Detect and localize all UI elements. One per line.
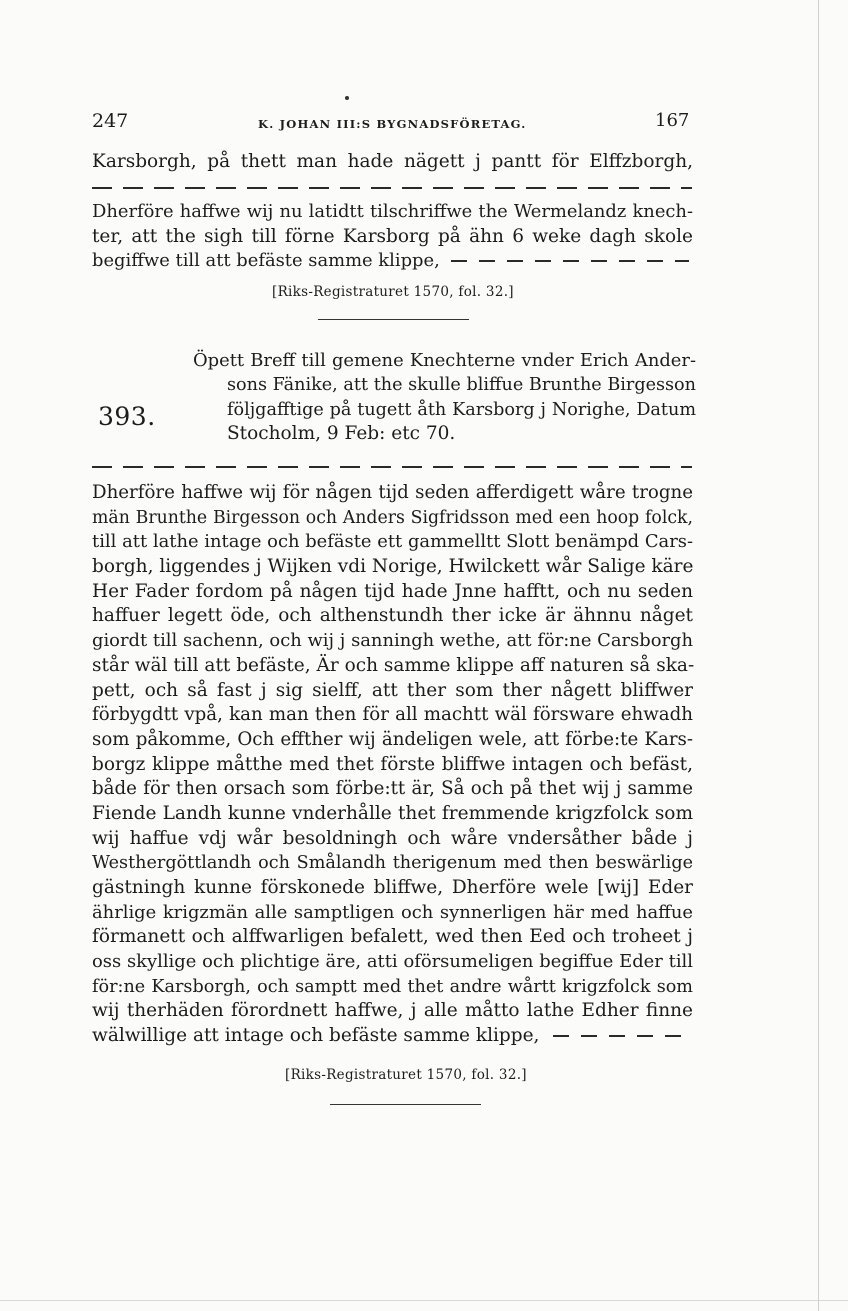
body-line: wij haffue vdj wår besoldningh och wåre vndersåther både j bbox=[92, 827, 693, 849]
summary-line: sons Fänike, att the skulle bliffue Brunthe Birgesson bbox=[227, 375, 696, 396]
body-line: förmanett och alffwarligen befalett, wed then Eed och troheet j bbox=[92, 926, 693, 948]
trailing-dashes bbox=[451, 260, 689, 262]
summary-line: följgafftige på tugett åth Karsborg j Norighe, Datum bbox=[227, 399, 696, 420]
body-line: som påkomme, Och effther wij ändeligen wele, att förbe:te Kars- bbox=[92, 728, 693, 750]
body-line: Fiende Landh kunne vnderhålle thet fremmende krigzfolck som bbox=[92, 802, 693, 824]
section-divider bbox=[330, 1104, 481, 1105]
body-line: wij therhäden förordnett haffwe, j alle måtto lathe Edher finne bbox=[92, 1000, 693, 1022]
body-line: både för then orsach som förbe:tt är, Så och på thet wij j samme bbox=[92, 778, 693, 800]
left-page-number: 247 bbox=[92, 110, 129, 132]
body-line: till att lathe intage och befäste ett gammelltt Slott benämpd Cars- bbox=[92, 531, 693, 553]
source-reference: [Riks-Registraturet 1570, fol. 32.] bbox=[285, 1067, 527, 1083]
dash-separator bbox=[92, 187, 692, 189]
previous-section-opening bbox=[92, 150, 693, 175]
body-line-closing bbox=[92, 1024, 693, 1049]
body-line: Her Fader fordom på någen tijd hade Jnne hafftt, och nu seden bbox=[92, 580, 693, 602]
text-line-closing bbox=[92, 249, 693, 274]
entry-summary bbox=[193, 349, 696, 446]
summary-line: Stocholm, 9 Feb: etc 70. bbox=[227, 422, 456, 444]
body-line: borgh, liggendes j Wijken vdi Norige, Hwilckett wår Salige käre bbox=[92, 556, 694, 578]
body-line: för:ne Karsborgh, och samptt med thet andre wårtt krigzfolck som bbox=[92, 976, 693, 997]
closing-text: wälwillige att intage och befäste samme klippe, bbox=[92, 1025, 540, 1047]
body-line: män Brunthe Birgesson och Anders Sigfridsson med een hoop folck, bbox=[92, 507, 693, 528]
entry-body bbox=[92, 481, 693, 1049]
body-line: pett, och så fast j sig sielff, att ther som ther någett bliffwer bbox=[92, 679, 693, 701]
body-line: Dherföre haffwe wij för någen tijd seden afferdigett wåre trogne bbox=[92, 482, 693, 503]
running-title: K. JOHAN III:S BYGNADSFÖRETAG. bbox=[258, 117, 527, 131]
text-line: Karsborgh, på thett man hade nägett j pantt för Elffzborgh, bbox=[92, 151, 693, 172]
source-reference: [Riks-Registraturet 1570, fol. 32.] bbox=[272, 284, 514, 300]
text-line: ter, att the sigh till förne Karsborg på ähn 6 weke dagh skole bbox=[92, 225, 693, 247]
body-line: förbygdtt vpå, kan man then för all machtt wäl försware ehwadh bbox=[92, 704, 693, 726]
page-bottom-edge bbox=[0, 1300, 848, 1301]
body-line: står wäl till att befäste, Är och samme klippe aff naturen så ska- bbox=[92, 654, 695, 676]
trailing-dashes bbox=[553, 1035, 693, 1037]
section-divider bbox=[318, 319, 469, 320]
body-line: borgz klippe måtthe med thet förste bliffwe intagen och befäst, bbox=[92, 753, 693, 775]
body-line: gästningh kunne förskonede bliffwe, Dherföre wele [wij] Eder bbox=[92, 877, 693, 898]
body-line: oss skyllige och plichtige äre, atti oförsumeligen begiffue Eder till bbox=[92, 951, 693, 973]
body-line: ährlige krigzmän alle samptligen och synnerligen här med haffue bbox=[92, 901, 693, 923]
previous-section-body bbox=[92, 200, 693, 274]
body-line: Westhergöttlandh och Smålandh therigenum med then beswärlige bbox=[92, 853, 693, 874]
right-page-number: 167 bbox=[655, 110, 690, 131]
closing-text: begiffwe till att befäste samme klippe, bbox=[92, 250, 440, 272]
summary-line: Öpett Breff till gemene Knechterne vnder Erich Ander- bbox=[193, 350, 696, 371]
entry-number: 393. bbox=[98, 402, 156, 431]
print-speck bbox=[345, 96, 349, 100]
page-edge bbox=[818, 0, 819, 1311]
body-line: giordt till sachenn, och wij j sanningh wethe, att för:ne Carsborgh bbox=[92, 630, 693, 652]
text-line: Dherföre haffwe wij nu latidtt tilschriffwe the Wermelandz knech- bbox=[92, 201, 693, 222]
dash-separator bbox=[92, 466, 692, 468]
body-line: haffuer legett öde, och althenstundh ther icke är ähnnu någet bbox=[92, 605, 693, 627]
